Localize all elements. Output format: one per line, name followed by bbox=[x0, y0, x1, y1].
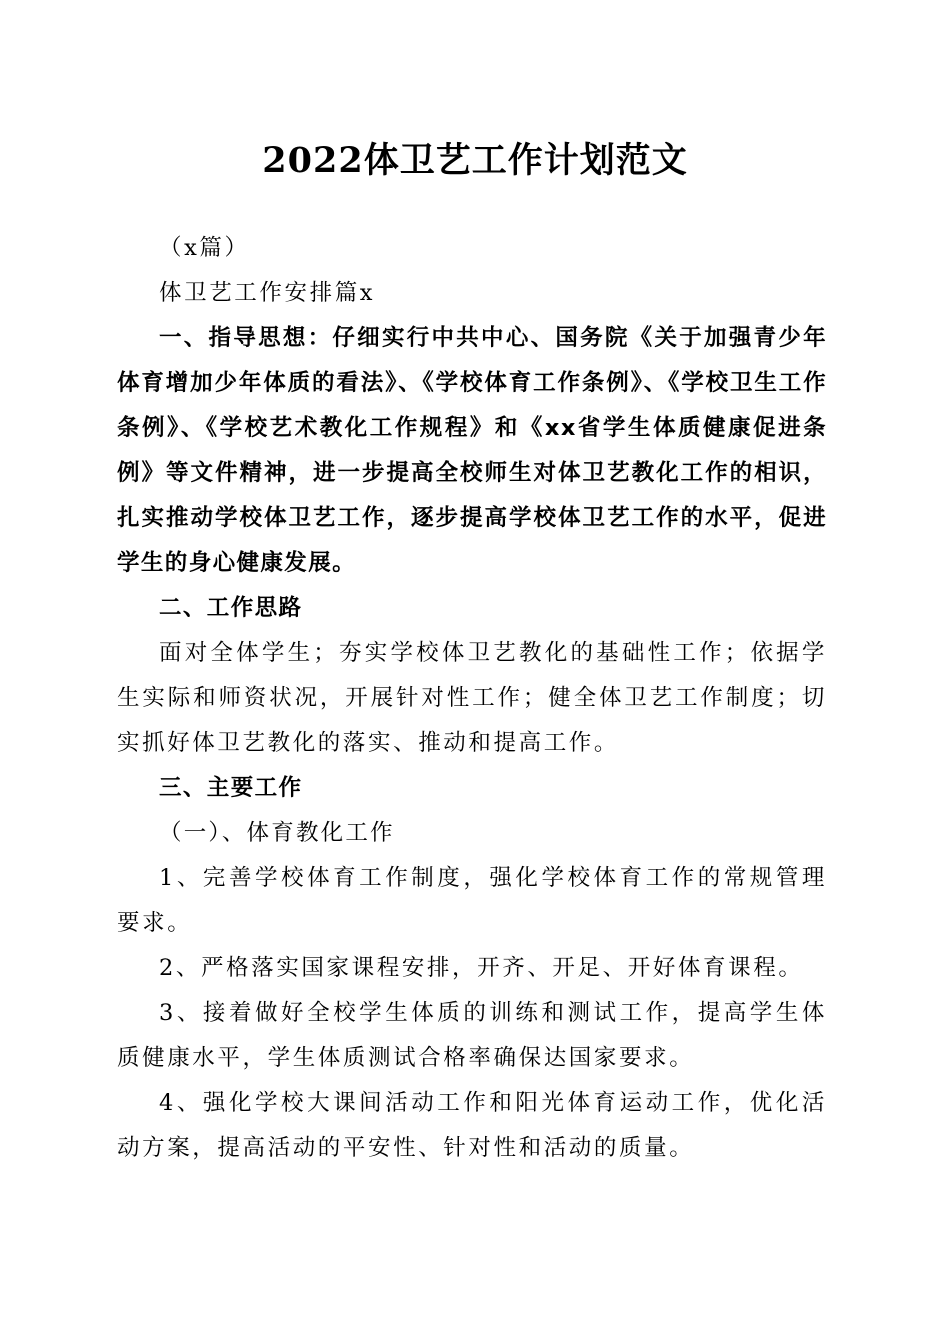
paragraph-work-approach: 面对全体学生；夯实学校体卫艺教化的基础性工作；依据学生实际和师资状况，开展针对性工作；健全体卫艺工作制度；切实抓好体卫艺教化的落实、推动和提高工作。 bbox=[117, 640, 827, 756]
paragraph-guiding-thought: 一、指导思想：仔细实行中共中心、国务院《关于加强青少年体育增加少年体质的看法》、《学校体育工作条例》、《学校卫生工作条例》、《学校艺术教化工作规程》和《xx省学生体质健康促进条例》等文件精神，进一步提高全校师生对体卫艺教化工作的相识，扎实推动学校体卫艺工作，逐步提高学校体卫艺工作的水平，促进学生的身心健康发展。 bbox=[117, 325, 827, 576]
list-item-3: 3、接着做好全校学生体质的训练和测试工作，提高学生体质健康水平，学生体质测试合格率确保达国家要求。 bbox=[117, 1000, 827, 1071]
document-body bbox=[117, 226, 827, 1171]
list-item-1: 1、完善学校体育工作制度，强化学校体育工作的常规管理要求。 bbox=[117, 865, 827, 936]
subheading-pe-education: （一）、体育教化工作 bbox=[159, 820, 395, 846]
heading-main-work: 三、主要工作 bbox=[159, 775, 303, 801]
document-title: 2022体卫艺工作计划范文 bbox=[262, 140, 688, 181]
list-item-2: 2、严格落实国家课程安排，开齐、开足、开好体育课程。 bbox=[159, 955, 804, 981]
list-item-4: 4、强化学校大课间活动工作和阳光体育运动工作，优化活动方案，提高活动的平安性、针对性和活动的质量。 bbox=[117, 1090, 827, 1161]
paragraph-subtitle: 体卫艺工作安排篇x bbox=[159, 280, 376, 306]
heading-work-approach: 二、工作思路 bbox=[159, 595, 303, 621]
paragraph-count-note: （x篇） bbox=[159, 235, 250, 261]
